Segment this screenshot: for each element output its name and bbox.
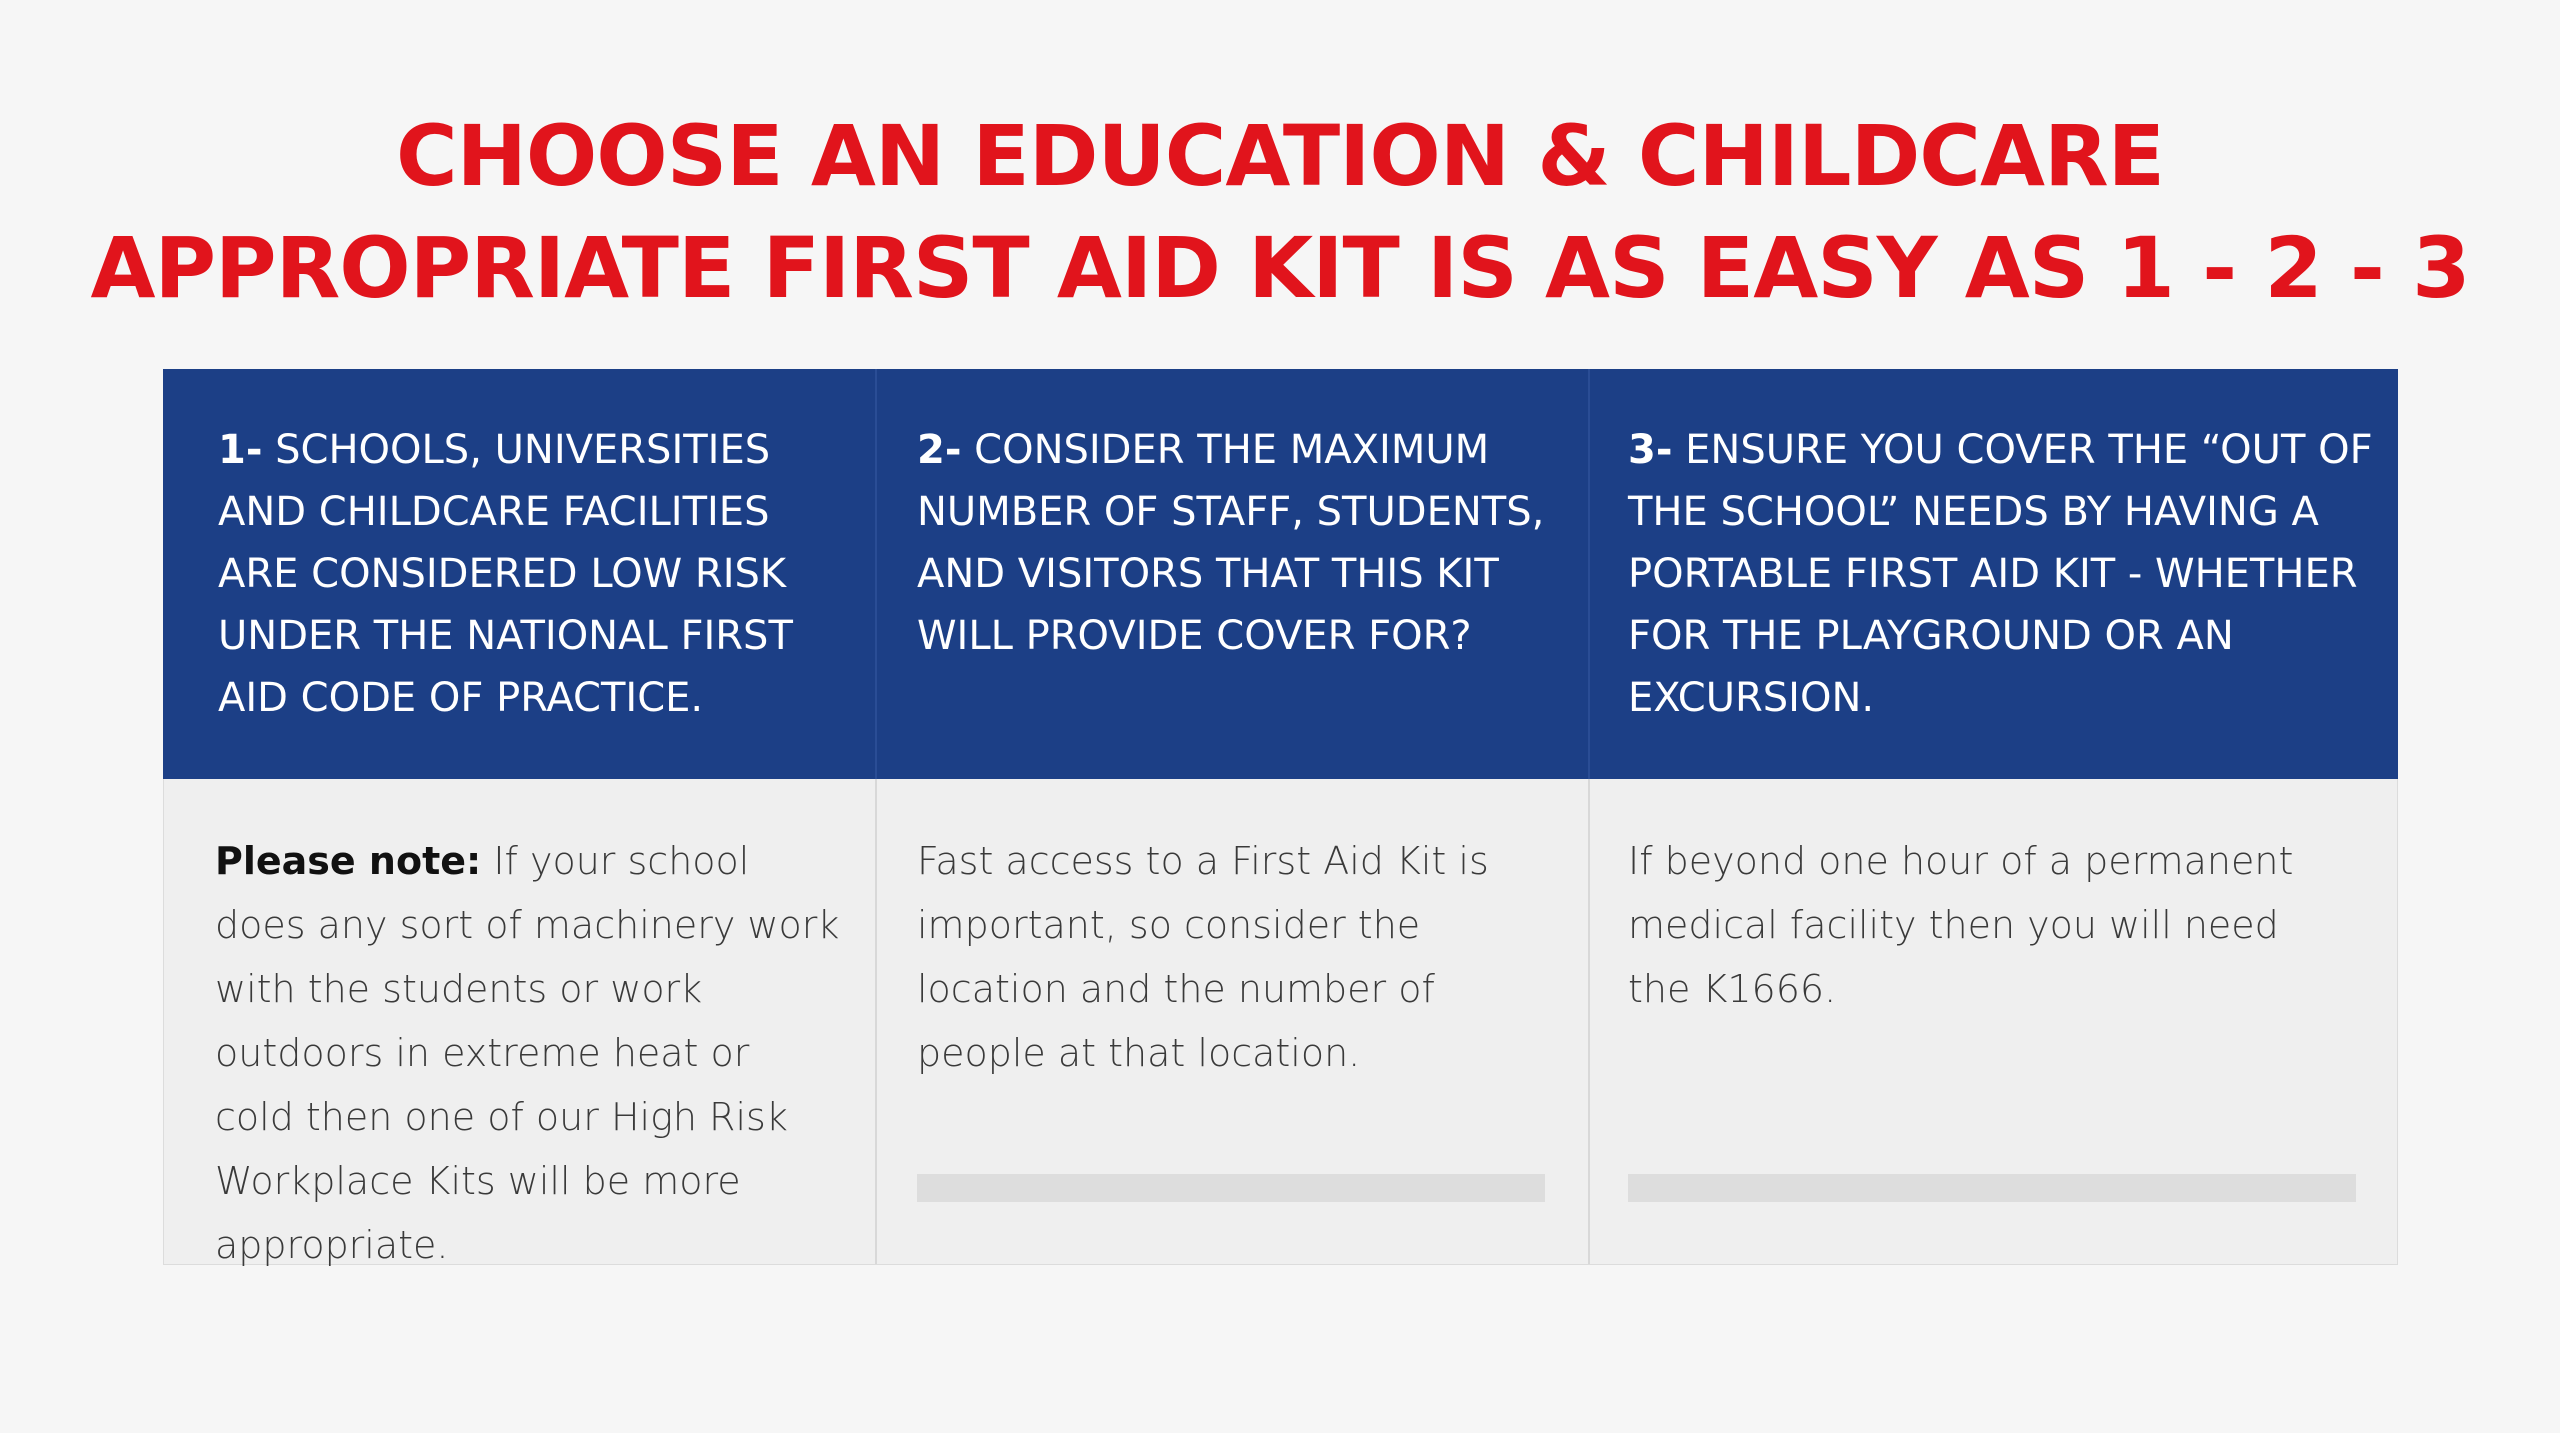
note-2 — [917, 829, 1537, 1085]
step-3 — [1628, 419, 2373, 729]
step-3-text: ENSURE YOU COVER THE “OUT OF THE SCHOOL” NEEDS BY HAVING A PORTABLE FIRST AID KIT - WHETHER FOR THE PLAYGROUND OR AN EXCURSION. — [1628, 427, 2373, 721]
step-3-number: 3- — [1628, 427, 1673, 473]
step-1-text: SCHOOLS, UNIVERSITIES AND CHILDCARE FACILITIES ARE CONSIDERED LOW RISK UNDER THE NATIONAL FIRST AID CODE OF PRACTICE. — [218, 427, 793, 721]
column-divider — [1588, 369, 1590, 779]
note-3-text: If beyond one hour of a permanent medical facility then you will need the K1666. — [1628, 839, 2294, 1011]
note-1-label: Please note: — [215, 839, 482, 883]
note-1-text: If your school does any sort of machinery work with the students or work outdoors in extreme heat or cold then one of our High Risk Workplace Kits will be more appropriate. — [215, 839, 840, 1267]
column-divider — [875, 369, 877, 779]
step-1-number: 1- — [218, 427, 263, 473]
step-2-text: CONSIDER THE MAXIMUM NUMBER OF STAFF, STUDENTS, AND VISITORS THAT THIS KIT WILL PROVIDE COVER FOR? — [917, 427, 1545, 659]
placeholder-bar — [917, 1174, 1545, 1202]
page-title-line-1: CHOOSE AN EDUCATION & CHILDCARE — [395, 107, 2165, 205]
column-divider — [1588, 779, 1590, 1264]
step-2-number: 2- — [917, 427, 962, 473]
note-2-text: Fast access to a First Aid Kit is important, so consider the location and the number of people at that location. — [917, 839, 1489, 1075]
column-divider — [875, 779, 877, 1264]
page-title — [0, 100, 2560, 324]
placeholder-bar — [1628, 1174, 2356, 1202]
step-2 — [917, 419, 1557, 667]
note-3 — [1628, 829, 2348, 1021]
page-title-line-2: APPROPRIATE FIRST AID KIT IS AS EASY AS 1 - 2 - 3 — [90, 219, 2470, 317]
steps-table — [163, 369, 2398, 1267]
step-1 — [218, 419, 838, 729]
note-1 — [215, 829, 840, 1277]
